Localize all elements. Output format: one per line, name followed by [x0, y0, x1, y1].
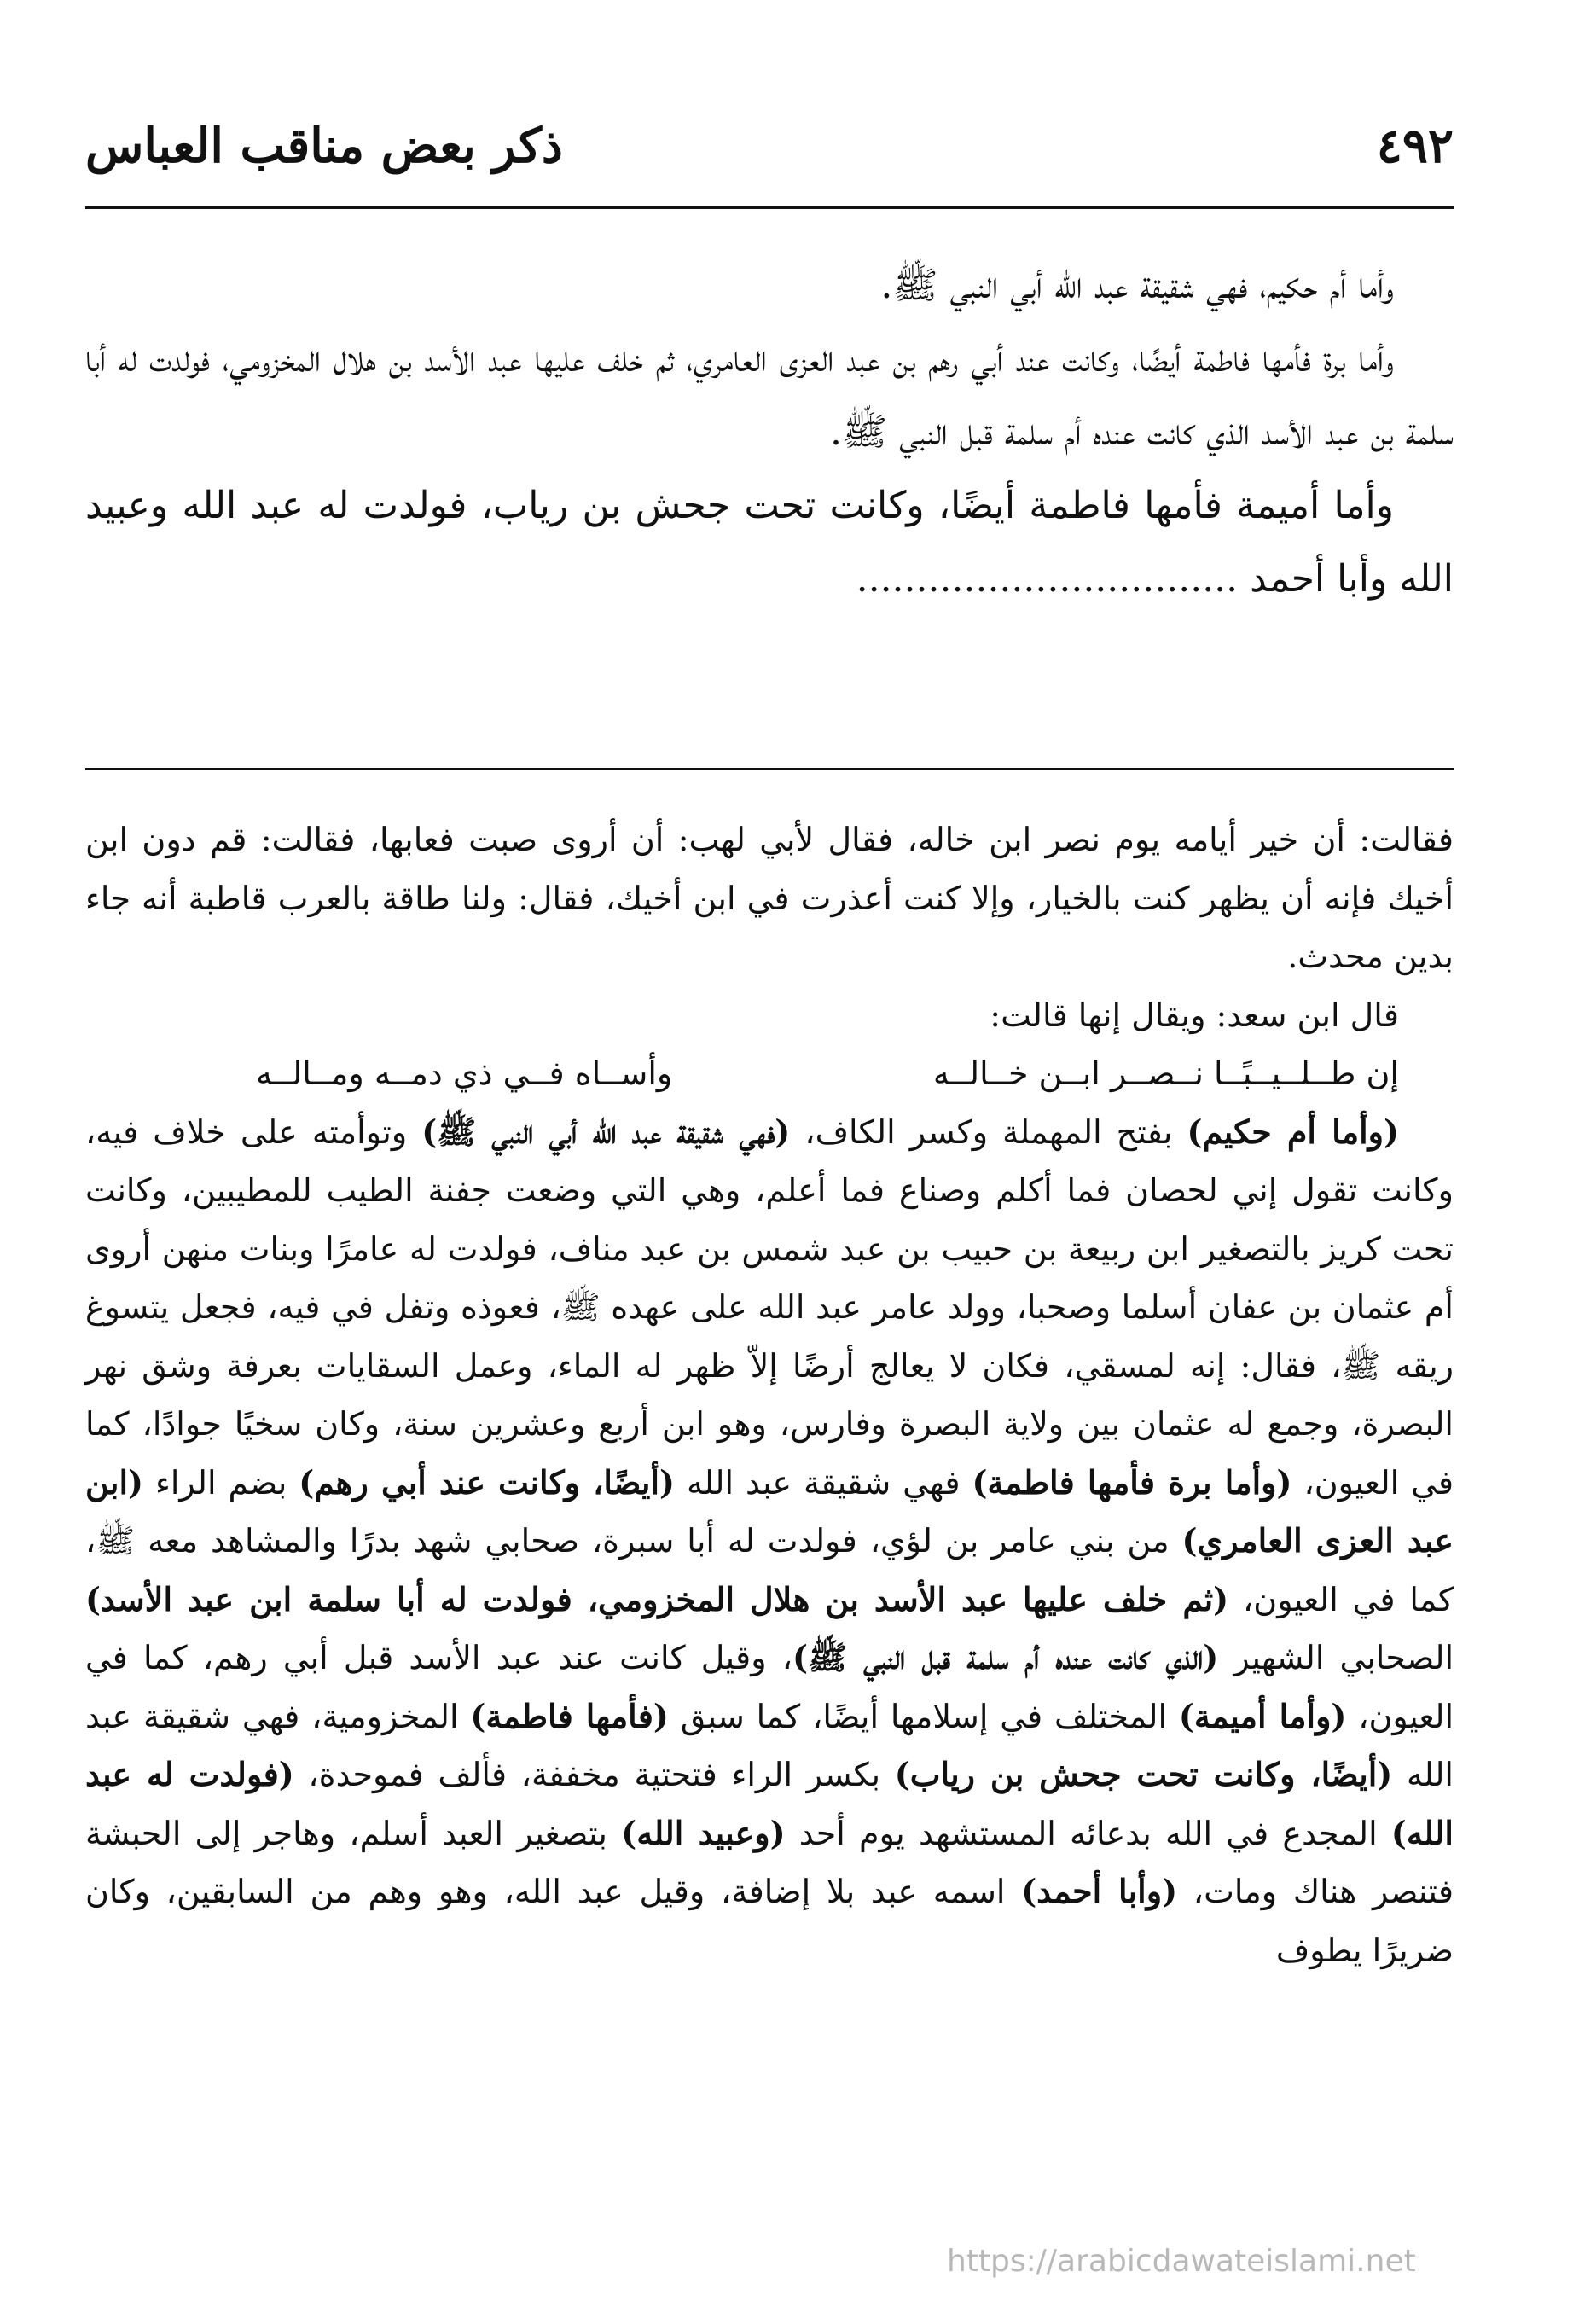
ellipsis-dots: ................................	[856, 557, 1239, 601]
section-divider	[85, 768, 1454, 770]
commentary-span: بكسر الراء فتحتية مخففة، فألف فموحدة،	[293, 1756, 895, 1793]
commentary-span: بفتح المهملة وكسر الكاف،	[790, 1113, 1187, 1151]
commentary-span: فهي شقيقة عبد الله	[675, 1463, 972, 1502]
running-title: ذكر بعض مناقب العباس	[85, 118, 563, 174]
commentary-paragraph	[85, 1103, 1454, 1980]
page-header	[85, 118, 1454, 195]
commentary-span: المخزومية، فهي شقيقة عبد الله	[85, 1697, 1454, 1793]
watermark-url: https://arabicdawateislami.net	[947, 2244, 1416, 2279]
quoted-matn: (وأبا أحمد)	[1021, 1872, 1178, 1910]
commentary-span: المختلف في إسلامها أيضًا، كما سبق	[668, 1697, 1179, 1735]
commentary-paragraph: فقالت: أن خير أيامه يوم نصر ابن خاله، فقال لأبي لهب: أن أروى صبت فعابها، فقالت: قم دون ابن أخيك فإنه أن يظهر كنت بالخيار، وإلا كنت أعذرت في ابن أخيك، فقال: ولنا طاقة بالعرب قاطبة أنه جاء بدين محدث.	[85, 821, 1454, 975]
commentary-span: الصحابي الشهير	[1218, 1639, 1454, 1676]
main-paragraph: وأما برة فأمها فاطمة أيضًا، وكانت عند أبي رهم بن عبد العزى العامري، ثم خلف عليها عبد الأسد بن هلال المخزومي، فولدت له أبا سلمة بن عبد الأسد الذي كانت عنده أم سلمة قبل النبي ﷺ.	[85, 337, 1454, 454]
main-paragraph: وأما أم حكيم، فهي شقيقة عبد الله أبي النبي ﷺ.	[880, 264, 1394, 307]
quoted-matn: (أيضًا، وكانت تحت جحش بن رياب)	[894, 1755, 1393, 1793]
quoted-matn: (فهي شقيقة عبد الله أبي النبي ﷺ)	[421, 1112, 791, 1151]
quoted-matn: (ابن عبد العزى العامري)	[85, 1462, 1454, 1560]
quoted-matn: (وأما برة فأمها فاطمة)	[972, 1462, 1292, 1502]
commentary-text	[85, 810, 1454, 1979]
main-paragraph	[85, 469, 1454, 616]
quoted-matn: (فولدت له عبد الله)	[85, 1755, 1454, 1852]
main-paragraph-text: وأما أميمة فأمها فاطمة أيضًا، وكانت تحت جحش بن رياب، فولدت له عبد الله وعبيد الله وأبا أحمد	[85, 484, 1454, 601]
commentary-span: اسمه عبد بلا إضافة، وقيل عبد الله، وهو وهم من السابقين، وكان ضريرًا يطوف	[85, 1873, 1454, 1969]
commentary-span: المجدع في الله بدعائه المستشهد يوم أحد	[785, 1814, 1391, 1852]
quoted-matn: (فأمها فاطمة)	[470, 1696, 669, 1735]
commentary-paragraph: قال ابن سعد: ويقال إنها قالت:	[990, 996, 1399, 1034]
page-number: ٤٩٢	[1376, 118, 1454, 174]
quoted-matn: (الذي كانت عنده أم سلمة قبل النبي ﷺ)	[792, 1638, 1219, 1676]
commentary-span: بضم الراء	[143, 1463, 299, 1502]
poem-hemistich-first: إن طــلــيــبًــا نــصــر ابــن خــالــه	[932, 1055, 1399, 1092]
quoted-matn: (وأما أميمة)	[1178, 1696, 1347, 1735]
quoted-matn: (وأما أم حكيم)	[1187, 1112, 1399, 1151]
quoted-matn: (ثم خلف عليها عبد الأسد بن هلال المخزومي، فولدت له أبا سلمة ابن عبد الأسد)	[85, 1579, 1229, 1618]
main-text	[85, 249, 1454, 616]
quoted-matn: (وعبيد الله)	[621, 1813, 786, 1852]
quoted-matn: (أيضًا، وكانت عند أبي رهم)	[299, 1462, 676, 1502]
header-rule	[85, 206, 1454, 209]
poem-verse	[85, 1044, 1454, 1103]
commentary-span: من بني عامر بن لؤي، فولدت له أبا سبرة، صحابي شهد بدرًا والمشاهد معه ﷺ، كما في العيون،	[85, 1522, 1454, 1618]
commentary-span: وتوأمته على خلاف فيه، وكانت تقول إني لحصان فما أكلم وصناع فما أعلم، وهي التي وضعت جفنة الطيب للمطيبين، وكانت تحت كريز بالتصغير ابن ربيعة بن حبيب بن عبد شمس بن عبد مناف، فولدت له عامرًا وبنات منهن أروى أم عثمان بن عفان أسلما وصحبا، وولد عامر عبد الله على عهده ﷺ، فعوذه وتفل في فيه، فجعل يتسوغ ريقه ﷺ، فقال: إنه لمسقي، فكان لا يعالج أرضًا إلاّ ظهر له الماء، وعمل السقايات بعرفة وشق نهر البصرة، وجمع له عثمان بين ولاية البصرة وفارس، وهو ابن أربع وعشرين سنة، وكان سخيًا جوادًا، كما في العيون،	[85, 1113, 1454, 1502]
commentary-span: بتصغير العبد أسلم، وهاجر إلى الحبشة فتنصر هناك ومات،	[85, 1814, 1454, 1910]
commentary-span: ، وقيل كانت عند عبد الأسد قبل أبي رهم، كما في العيون،	[85, 1639, 1454, 1735]
poem-hemistich-second: وأســاه فــي ذي دمــه ومــالــه	[256, 1055, 673, 1092]
